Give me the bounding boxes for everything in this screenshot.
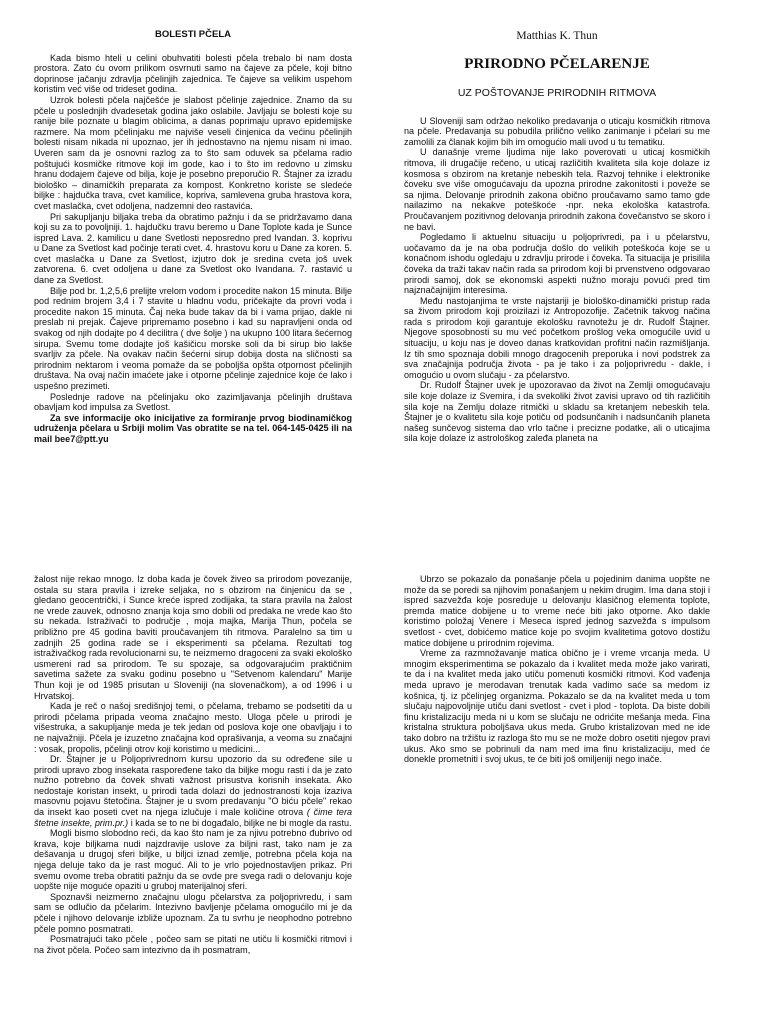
left-article-title: BOLESTI PČELA xyxy=(154,29,231,40)
right-article-paragraph: Dr. Rudolf Štajner uvek je upozoravao da život na Zemlji omogućavaju sile koje dolaze iz Svemira, i da svekoliki život zavisi upravo od tih različitih sila koje na Zemlju dolaze ritmički u skladu sa kretanjem nebeskih tela. Štajner je o kvalitetu sila koje potiču od podsunčanih i nadsunčanih planeta našeg sunčevog sistema dao vrlo tačne i precizne podatke, ali o uticajima sila koje dolaze iz astrološkog zaleđa planeta na xyxy=(404,380,710,444)
left-article-paragraph: Pri sakupljanju biljaka treba da obratimo pažnju i da se pridržavamo dana koji su za to povoljniji. 1. hajdučku travu beremo u Dane Toplote kada je Sunce ispred Lava. 2. kamilicu u dane Svetlosti neposredno pred Ivandan. 3. koprivu u Dane za Svetlost kad počinje terati cvet. 4. hrastovu koru u Dane za koren. 5. cvet maslačka u Dane za Svetlost, izjutro dok je sredina cveta još uvek zatvorena. 6. cvet odoljena u dane za Svetlost oko Ivandana. 7. rastavić u dane za Svetlost. xyxy=(34,211,352,286)
continued-paragraph: žalost nije rekao mnogo. Iz doba kada je čovek živeo sa prirodom povezanije, ostala su stara pravila i izreke seljaka, no s obzirom na činjenicu da se , gledano geocentrički, i Sunce kreće ispred zodijaka, ta stara pravila na žalost ne vrede zauvek, odnosno znanja koja smo dobili od predaka ne vrede kao što su nekada. Istraživači to područje , moja majka, Marija Thun, počela se približno pre 45 godina baviti proučavanjem tih ritmova. Paralelno sa tim u zadnjih 25 godina rade se i eksperimenti sa pčelama. Rezultati tog istraživačkog rada revolucionarni su, te neizmerno dragoceni za svaki ekološko usmereni rad sa prirodom. Te su spozaje, sa odgovarajućim praktičnim savetima sažete za svaku godinu posebno u "Setvenom kalendaru" Marije Thun koji je od 1985 prisutan u Sloveniji (na slovenačkom), a od 1996 i u Hrvatskoj. xyxy=(34,574,352,701)
left-article-paragraph: Bilje pod br. 1,2,5,6 prelijte vrelom vodom i procedite nakon 15 minuta. Bilje pod rednim brojem 3,4 i 7 stavite u hladnu vodu, pričekajte da provri voda i procedite nakon 15 minuta. Čaj neka bude takav da bi i vama prijao, dakle ni preslab ni prejak. Čajeve pripremamo posebno i kad su napravljeni onda od svakog od njih dodajte po 4 decilitra ( dve šolje ) na ukupno 100 litara šećernog sirupa. Svemu tome dodajte još kašičicu morske soli da bi sirup bio lakše svarljiv za pčele. Na ovakav način šećerni sirup dobija dosta na sličnosti sa prirodnim nektarom i veoma pomaže da se poboljša opšta otpornost pčelinjih društava. Na ovaj način imaćete jake i otporne pčelinje zajednice koje će lako i uspešno prezimeti. xyxy=(34,285,352,391)
body-paragraph: Vreme za razmnožavanje matica obično je i vreme vrcanja meda. U mnogim eksperimentima se pokazalo da i kvalitet meda može jako varirati, te da i na kvalitet meda jako utiču pomenuti kosmički ritmovi. Kod vađenja meda upravo je merodavan trenutak kada vadimo saće sa medom iz košnica, tj. iz pčelinjeg organizma. Pokazalo se da na kvalitet meda u tom slučaju najpovoljnije utiču dani svetlost - cvet i plod - toplota. Da biste dobili finu kristalizaciju meda ni u kom se slučaju ne odrićite mešanja meda. Fina kristalna struktura poboljšava ukus meda. Grubo kristalizovan med ne ide tako dobro na tržištu iz razloga što mu se ne može dobro osetiti njegov pravi ukus. Ako smo se pobrinuli da nam med ima finu kristalizaciju, med će donekle prometniti i svoj ukus, te će biti još omiljeniji nego inače. xyxy=(404,648,710,765)
body-paragraph: Ubrzo se pokazalo da ponašanje pčela u pojedinim danima uopšte ne može da se poredi sa njihovim ponašanjem u nekim drugim. Ima dana stoji i ispred sazvežđa koje posreduje u delovanju klasičnog elementa toplote, premda matice dobijene u to vreme neće biti jako otporne. Ako dakle koristimo položaj Venere i Meseca ispred jednog sazvežđa s impulsom svetlost - cvet, dobićemo matice koje po svojim kvalitetima gotovo dostižu matice dobijene u prirodnim rojevima. xyxy=(404,574,710,648)
body-text: Dr. Štajner je u Poljoprivrednom kursu upozorio da su određene sile u prirodi upravo zbog insekata raspoređene tako da biljke mogu rasti i da je zato nužno potrebno da čovek shvati važnost prisustva korisnih insekata. Ako nedostaje koristan insekt, u prirodi tada dolazi do jednostranosti koja izaziva masovnu pojavu štetočina. Štajner je u svom predavanju "O biću pčele" rekao da insekt kao poseti cvet na njega izlučuje i male količine otrova xyxy=(34,754,352,818)
right-article-subtitle: UZ POŠTOVANJE PRIRODNIH RITMOVA xyxy=(457,86,657,99)
translator-note: ( čime tera štetne insekte, prim.pr.) xyxy=(34,807,352,828)
body-paragraph: Spoznavši neizmerno značajnu ulogu pčelarstva za poljoprivredu, i sam sam se odlučio da pčelarim. Intezivno bavljenje pčelama omogućilo mi je da pčele i njihovo delovanje izbliže upoznam. Za tu svrhu je neophodno potrebno pčele pomno posmatrati. xyxy=(34,891,352,934)
bottom-right-column xyxy=(404,574,710,774)
right-article-paragraph: U Sloveniji sam održao nekoliko predavanja o uticaju kosmičkih ritmova na pčele. Predavanja su pobudila prilično veliko zanimanje i pčelari su me zamolili za članak kojim bih im omogućio mali uvod u tu tematiku. xyxy=(404,115,710,147)
right-article-paragraph: U današnje vreme ljudima nije lako poverovati u uticaj kosmičkih ritmova, ili drugačije rečeno, u uticaj različitih kvaliteta sila koje dolaze iz kosmosa s obzirom na kretanje nebeskih tela. Razvoj tehnike i elektronike čoveku sve više omogućavaju da upozna prirodne zakonitosti i poveže se sa njima. Delovanje prirodnih zakona obično proučavamo samo tamo gde nailazimo na nekakve poteškoće -npr. neka ekološka katastrofa. Proučavanjem pozitivnog delovanja prirodnih zakona čovečanstvo se skoro i ne bavi. xyxy=(404,147,710,232)
right-article-title: PRIRODNO PČELARENJE xyxy=(464,55,650,72)
body-paragraph xyxy=(34,754,352,828)
right-article-paragraph: Među nastojanjima te vrste najstariji je biološko-dinamički pristup rada sa živom prirodom koji proizilazi iz Antropozofije. Začetnik takvog načina rada s prirodom koji garantuje ekološku ravnotežu je dr. Rudolf Štajner. Njegove sposobnosti su mu već početkom prošlog veka omogućile uvid u situaciju, u koju nas je doveo danas kratkovidan profitni način razmišljanja. Iz tih smo spoznaja dobili mnogo dragocenih preporuka i novi podstrek za sva značajnija područja života - pa je tako i za poljoprivredu - dakle, i omogućio u ovom slučaju - za pčelarstvo. xyxy=(404,295,710,380)
article-author: Matthias K. Thun xyxy=(516,30,598,42)
bottom-left-column xyxy=(34,574,352,1024)
contact-info-paragraph: Za sve informacije oko inicijative za formiranje prvog biodinamičkog udruženja pčelara u Srbiji molim Vas obratite se na tel. 064-145-0425 ili na mail bee7@ptt.yu xyxy=(34,412,352,444)
left-article-paragraph: Uzrok bolesti pčela najčešće je slabost pčelinje zajednice. Znamo da su pčele u poslednjih dvadesetak godina jako oslabile. Javljaju se bolesti koje su ranije bile poznate u blagim oblicima, a danas poprimaju upravo epidemijske razmere. Na mom pčelinjaku me najviše veseli činjenica da većinu pčelinjih bolesti nisam nikada ni upoznao, jer ih jednostavno na njemu nisam ni imao. Uveren sam da je osnovni razlog za to što sam oduvek sa pčelama radio poštujući kosmičke ritmove koji im gode, kao i to što im redovno u zimsku hranu dodajem čajeve od bilja, koje je posebno preporučio R. Štajner za izradu biološko – dinamičkih preparata za kompost. Konkretno koriste se sledeće biljke : hajdučka trava, cvet kamilice, kopriva, samlevena gruba hrastova kora, cvet maslačka, cvet odoljena, nadzemni deo rastavića. xyxy=(34,94,352,211)
left-article-column xyxy=(34,28,352,494)
left-article-paragraph: Poslednje radove na pčelinjaku oko zazimljavanja pčelinjih društava obavljam kod impulsa za Svetlost. xyxy=(34,391,352,413)
body-paragraph: Posmatrajući tako pčele , počeo sam se pitati ne utiču li kosmički ritmovi i na život pčela. Počeo sam intezivno da ih posmatram, xyxy=(34,934,352,955)
left-article-paragraph: Kada bismo hteli u celini obuhvatiti bolesti pčela trebalo bi nam dosta prostora. Zato ću ovom prilikom osvrnuti samo na čajeve za pčele, koji bitno doprinose jačanju zdravlja pčelinjih zajednica. Te čajeve sa velikim uspehom koristim već više od trideset godina. xyxy=(34,52,352,95)
body-paragraph: Kada je reč o našoj središnjoj temi, o pčelama, trebamo se podsetiti da u prirodi pčelama pripada veoma značajno mesto. Uloga pčele u prirodi je višestruka, a sakupljanje meda je tek jedan od poslova koje one obavljaju i to ne najvažniji. Pčela je izuzetno značajna kod oprašivanja, a veoma su značajni : vosak, propolis, pčelinji otrov koji koristimo u medicini... xyxy=(34,701,352,754)
body-text: i kada se to ne bi događalo, biljke ne bi mogle da rastu. xyxy=(130,817,352,828)
right-article-column xyxy=(404,28,710,506)
right-article-paragraph: Pogledamo li aktuelnu situaciju u poljoprivredi, pa i u pčelarstvu, uočavamo da je na oba područja došlo do velikih poteškoća koje se u konačnom ishodu ogledaju u zdravlju prirode i čoveka. Ta situacija je prisilila čoveka da traži takav način rada sa prirodom koji bi prvenstveno odgovarao prirodi samoj, dok se ekonomski aspekti nužno moraju povući pred tim najznačajnijim interesima. xyxy=(404,232,710,296)
body-paragraph: Mogli bismo slobodno reći, da kao što nam je za njivu potrebno đubrivo od krava, koje biljkama nudi najzdravije uslove za biljni rast, tako nam je za dešavanja u drugoj sferi biljke, u biljci iznad zemlje, potrebna pčela koja na njega deluje tako da je rast moguć. Ali to je vrlo pojednostavljen prikaz. Pri svemu ovome treba obratiti pažnju da se ovde pre svega radi o delovanju koje uopšte nije moguće opaziti u gruboj materijalnoj sferi. xyxy=(34,828,352,892)
